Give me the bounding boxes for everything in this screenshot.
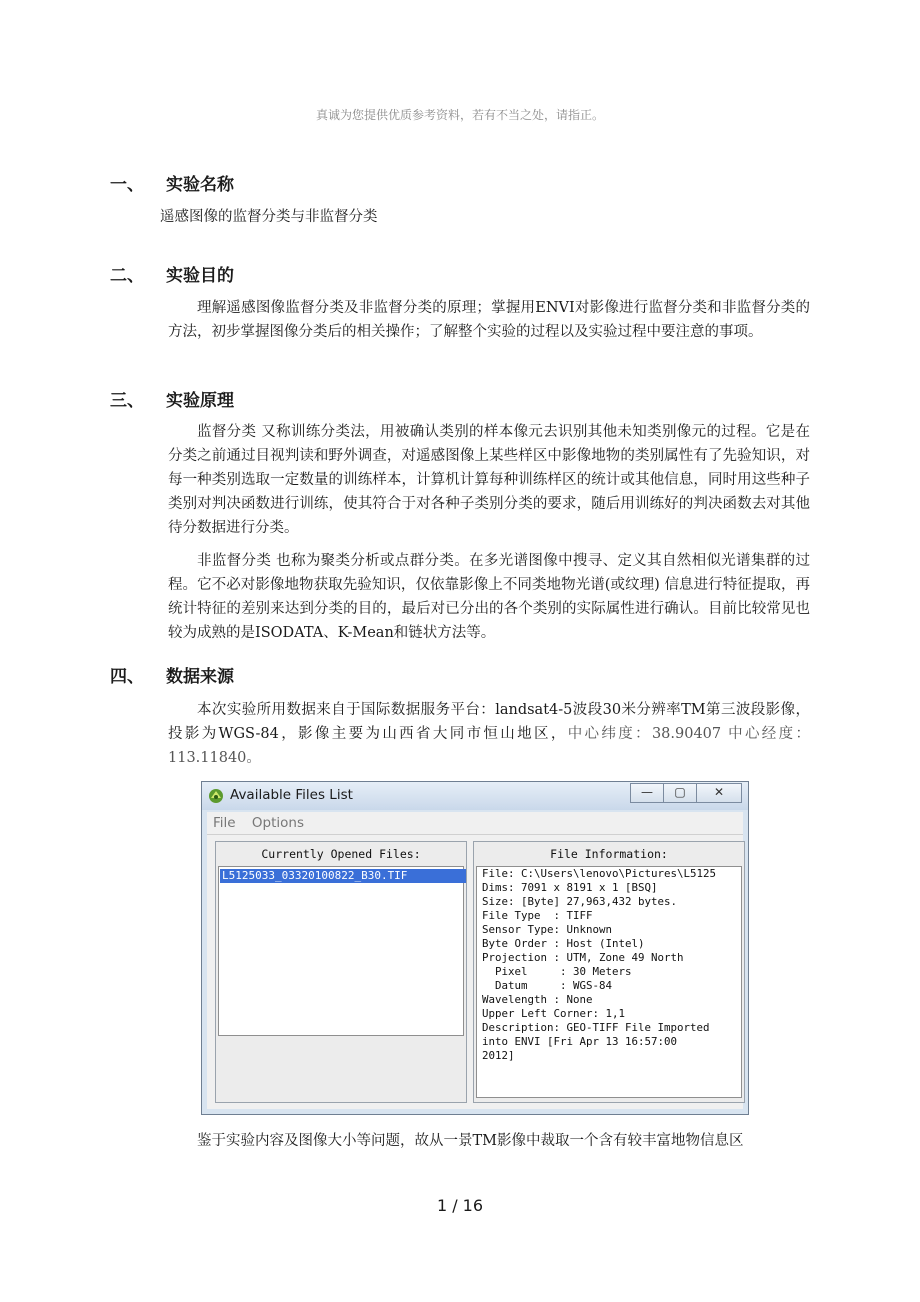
info-line: Wavelength : None (482, 993, 593, 1006)
section-heading-3 (110, 386, 234, 411)
info-line: into ENVI [Fri Apr 13 16:57:00 (482, 1035, 678, 1048)
list-item[interactable]: L5125033_03320100822_B30.TIF (220, 869, 466, 883)
info-line: Projection : UTM, Zone 49 North (482, 951, 684, 964)
info-line: Sensor Type: Unknown (482, 923, 613, 936)
available-files-window (201, 781, 749, 1115)
paragraph-text: 又称训练分类法，用被确认类别的样本像元去识别其他未知类别像元的过程。它是在分类之前通过目视判读和野外调查，对遥感图像上某些样区中影像地物的类别属性有了先验知识，对每一种类别选取一定数量的训练样本，计算机计算每种训练样区的统计或其他信息，同时用这些种子类别对判决函数进行训练，使其符合于对各种子类别分类的要求，随后用训练好的判决函数去对其他待分数据进行分类。 (168, 424, 811, 536)
info-line: Pixel : 30 Meters (482, 965, 632, 978)
info-line: Datum : WGS-84 (482, 979, 613, 992)
term: 监督分类 (197, 424, 257, 440)
paragraph (168, 549, 810, 645)
minimize-button[interactable]: — (630, 783, 664, 803)
section-title: 实验原理 (166, 391, 234, 411)
opened-files-panel (215, 841, 467, 1103)
section-2-body (168, 296, 810, 344)
title-bar[interactable] (202, 782, 748, 810)
paragraph: 遥感图像的监督分类与非监督分类 (160, 209, 378, 225)
info-line: 2012] (482, 1049, 515, 1062)
file-info-panel (473, 841, 745, 1103)
opened-files-heading: Currently Opened Files: (261, 847, 421, 861)
header-note: 真诚为您提供优质参考资料，若有不当之处，请指正。 (315, 108, 604, 122)
section-title: 实验目的 (166, 266, 234, 286)
coordinates-text: 中心纬度：38.90407 中心经度：113.11840。 (168, 726, 810, 766)
section-number: 四、 (110, 667, 144, 687)
section-title: 数据来源 (166, 667, 234, 687)
section-3-body (168, 420, 810, 645)
menu-file[interactable]: File (213, 815, 236, 831)
info-line: Size: [Byte] 27,963,432 bytes. (482, 895, 678, 908)
menu-bar (207, 812, 743, 835)
info-line: Dims: 7091 x 8191 x 1 [BSQ] (482, 881, 658, 894)
close-button[interactable]: ✕ (696, 783, 742, 803)
paragraph: 鉴于实验内容及图像大小等问题，故从一景TM影像中裁取一个含有较丰富地物信息区 (197, 1133, 744, 1149)
paragraph-text: 本次实验所用数据来自于国际数据服务平台：landsat4-5波段30米分辨率TM第三波段影像，投影为WGS-84，影像主要为山西省大同市恒山地区， (168, 702, 810, 742)
section-1-body (160, 205, 802, 229)
info-line: File Type : TIFF (482, 909, 593, 922)
paragraph: 理解遥感图像监督分类及非监督分类的原理；掌握用ENVI对影像进行监督分类和非监督分类的方法，初步掌握图像分类后的相关操作；了解整个实验的过程以及实验过程中要注意的事项。 (168, 300, 810, 340)
section-heading-2 (110, 261, 234, 286)
window-controls (631, 783, 742, 803)
page-number: 1 / 16 (436, 1196, 484, 1215)
section-number: 三、 (110, 391, 144, 411)
term: 非监督分类 (197, 553, 272, 569)
section-heading-4 (110, 662, 234, 687)
section-number: 二、 (110, 266, 144, 286)
continuation-body (168, 1129, 810, 1153)
paragraph-text: 也称为聚类分析或点群分类。在多光谱图像中搜寻、定义其自然相似光谱集群的过程。它不必对影像地物获取先验知识，仅依靠影像上不同类地物光谱(或纹理) 信息进行特征提取，再统计特征的差别来达到分类的目的，最后对已分出的各个类别的实际属性进行确认。目前比较常见也较为成熟的是ISODATA、K-Mean和链状方法等。 (168, 553, 811, 641)
section-4-body (168, 698, 810, 770)
window-title: Available Files List (230, 787, 353, 803)
paragraph (168, 698, 810, 770)
window-client (207, 835, 743, 1109)
section-title: 实验名称 (166, 175, 234, 195)
info-line: Byte Order : Host (Intel) (482, 937, 645, 950)
envi-app-icon (208, 788, 224, 804)
menu-options[interactable]: Options (251, 815, 304, 831)
paragraph (168, 420, 810, 540)
info-line: Description: GEO-TIFF File Imported (482, 1021, 710, 1034)
file-info-heading: File Information: (550, 847, 668, 861)
section-heading-1 (110, 170, 234, 195)
file-info-text[interactable] (476, 866, 742, 1098)
info-line: File: C:\Users\lenovo\Pictures\L5125 (482, 867, 717, 880)
info-line: Upper Left Corner: 1,1 (482, 1007, 626, 1020)
section-number: 一、 (110, 175, 144, 195)
maximize-button[interactable]: ▢ (663, 783, 697, 803)
opened-files-list[interactable] (218, 866, 464, 1036)
